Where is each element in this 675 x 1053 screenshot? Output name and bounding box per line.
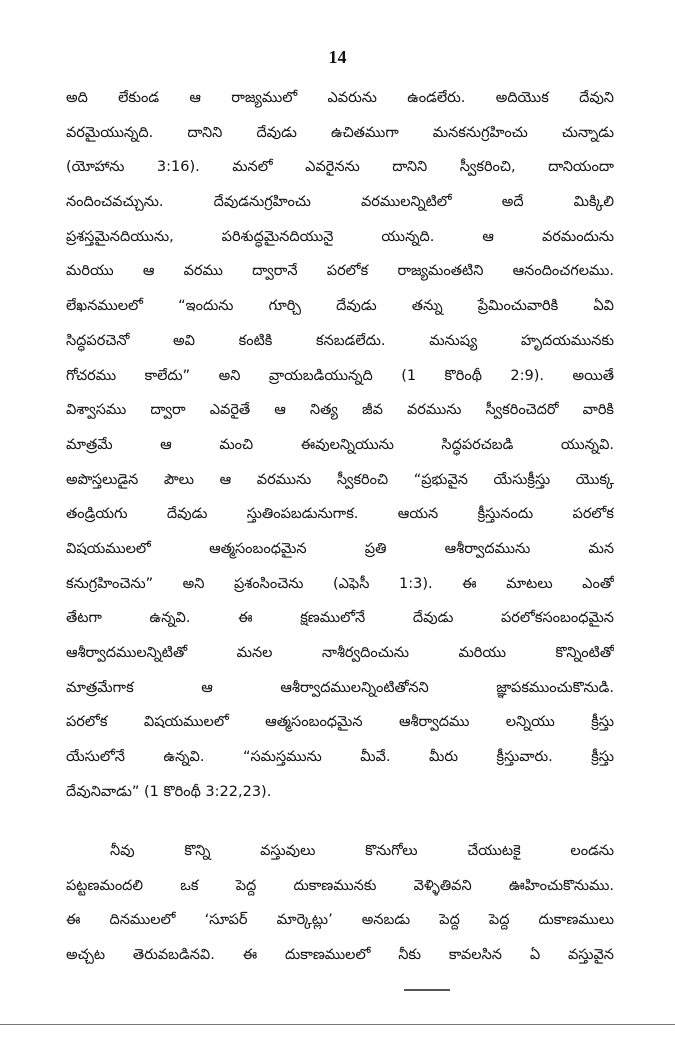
paragraph-2 bbox=[66, 834, 614, 973]
text-line: మాత్రమే ఆ మంచి ఈవులన్నియును సిద్ధపరచబడి యున్నవి. bbox=[66, 436, 614, 453]
text-line: దేవునివాడు” (1 కొరింథీ 3:22,23). bbox=[66, 783, 272, 800]
text-line: గోచరము కాలేదు” అని వ్రాయబడియున్నది (1 కొరింథీ 2:9). అయితే bbox=[66, 367, 614, 384]
text-line: తండ్రియగు దేవుడు స్తుతింపబడునుగాక. ఆయన క్రీస్తునందు పరలోక bbox=[66, 506, 614, 523]
text-line: సిద్ధపరచెనో అవి కంటికి కనబడలేదు. మనుష్య హృదయమునకు bbox=[66, 332, 614, 349]
paragraph-1 bbox=[66, 81, 614, 809]
text-line: యేసులోనే ఉన్నవి. “సమస్తమును మీవే. మీరు క్రీస్తువారు. క్రీస్తు bbox=[66, 749, 614, 766]
text-line: మాత్రమేగాక ఆ ఆశీర్వాదములన్నింటితోనని జ్ఞాపకముంచుకొనుడి. bbox=[66, 679, 614, 696]
text-line: పట్టణమందలి ఒక పెద్ద దుకాణమునకు వెళ్ళితివని ఊహించుకొనుము. bbox=[66, 877, 614, 894]
text-line: కనుగ్రహించెను” అని ప్రశంసించెను (ఎఫెసీ 1:3). ఈ మాటలు ఎంతో bbox=[66, 575, 614, 592]
text-line: నందించవచ్చును. దేవుడనుగ్రహించు వరములన్నిటిలో అదే మిక్కిలి bbox=[66, 194, 614, 211]
text-line: ఆశీర్వాదములన్నిటితో మనల నాశీర్వదించును మరియు కొన్నింటితో bbox=[66, 645, 614, 661]
text-line: పరలోక విషయములలో ఆత్మసంబంధమైన ఆశీర్వాదము లన్నియు క్రీస్తు bbox=[66, 714, 614, 731]
text-line: తేటగా ఉన్నవి. ఈ క్షణములోనే దేవుడు పరలోకసంబంధమైన bbox=[66, 610, 614, 627]
text-line: విషయములలో ఆత్మసంబంధమైన ప్రతి ఆశీర్వాదమును మన bbox=[66, 540, 614, 557]
page-bottom-rule bbox=[0, 1024, 675, 1025]
text-line: విశ్వాసము ద్వారా ఎవరైతే ఆ నిత్య జీవ వరమును స్వీకరించెదరో వారికి bbox=[66, 402, 614, 419]
text-line: అపొస్తలుడైన పౌలు ఆ వరమును స్వీకరించి “ప్రభువైన యేసుక్రీస్తు యొక్క bbox=[66, 471, 614, 488]
scan-mark bbox=[404, 989, 450, 991]
text-line: అది లేకుండ ఆ రాజ్యములో ఎవరును ఉండలేరు. అదియొక దేవుని bbox=[66, 90, 614, 106]
text-line: నీవు కొన్ని వస్తువులు కొనుగోలు చేయుటకై లండను bbox=[110, 843, 614, 859]
text-line: ఈ దినములలో ‘సూపర్ మార్కెట్లు’ అనబడు పెద్ద పెద్ద దుకాణములు bbox=[66, 912, 614, 929]
text-line: వరమైయున్నది. దానిని దేవుడు ఉచితముగా మనకనుగ్రహించు చున్నాడు bbox=[66, 124, 614, 141]
text-line: (యోహాను 3:16). మనలో ఎవరైనను దానిని స్వీకరించి, దానియందా bbox=[66, 159, 614, 176]
text-line: మరియు ఆ వరము ద్వారానే పరలోక రాజ్యమంతటిని ఆనందించగలము. bbox=[66, 263, 614, 280]
page-number: 14 bbox=[328, 47, 347, 67]
text-line: ప్రశస్తమైనదియును, పరిశుద్ధమైనదియునై యున్నది. ఆ వరమందును bbox=[66, 228, 614, 245]
text-line: లేఖనములలో “ఇందును గూర్చి దేవుడు తన్ను ప్రేమించువారికి ఏవి bbox=[66, 298, 614, 315]
text-line: అచ్చట తెరువబడినవి. ఈ దుకాణములలో నీకు కావలసిన ఏ వస్తువైన bbox=[66, 947, 614, 964]
